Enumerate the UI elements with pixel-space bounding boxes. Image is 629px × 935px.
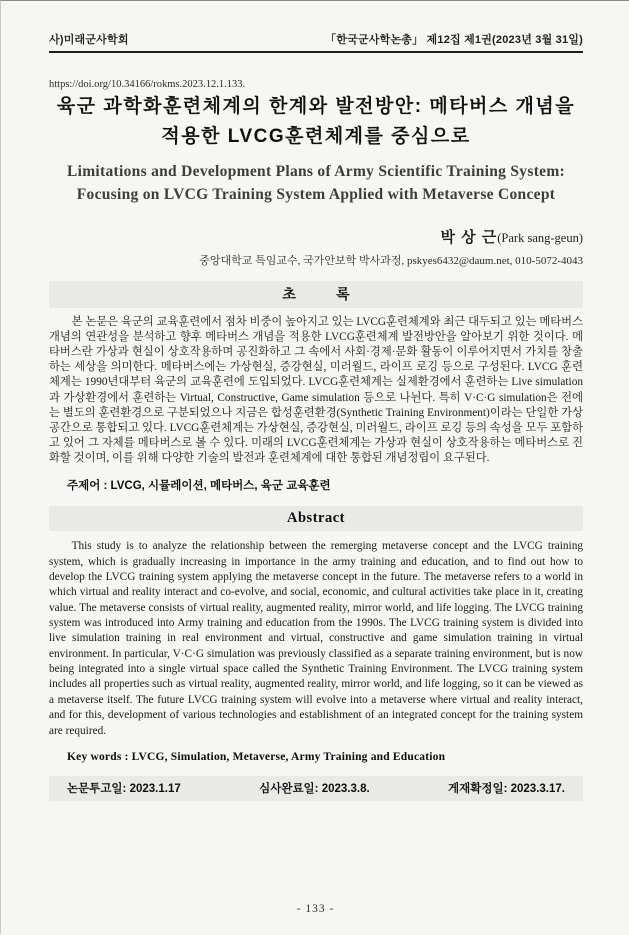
paper-title-korean: 육군 과학화훈련체계의 한계와 발전방안: 메타버스 개념을 적용한 LVCG훈련체계를 중심으로 bbox=[56, 96, 576, 148]
abstract-english-body: This study is to analyze the relationship between the remerging metaverse concept and the LVCG training system, which is gradually increasing in importance in the army training and education, and to find out how to develop the LVCG training system applying the metaverse concept in the future. The metaverse refers to a world in which virtual and reality interact and co-evolve, and social, economic, and cultural activities take place in it, creating value. The metaverse consists of virtual reality, augmented reality, mirror world, and life logging. The LVCG training system was introduced into Army training and education from the 1990s. The LVCG training system is divided into live simulation training in real environment and virtual, constructive and game simulation training in virtual environment. In particular, V·C·G simulation was previously classified as a separate training environment, but is now being integrated into a single virtual space called the Synthetic Training Environment. The LVCG training system includes all properties such as virtual reality, augmented reality, mirror world, and life logging, so it can be viewed as a metaverse itself. The future LVCG training system will evolve into a metaverse where virtual and reality interact, and for this, development of various technologies and establishment of an integrated concept for the training system are required. bbox=[49, 540, 583, 737]
abstract-korean-heading: 초 록 bbox=[282, 285, 350, 302]
date-review-completed: 심사완료일: 2023.3.8. bbox=[259, 782, 370, 795]
journal-issue-info: 「한국군사학논총」 제12집 제1권(2023년 3월 31일) bbox=[325, 34, 583, 46]
abstract-korean-heading-band bbox=[49, 281, 583, 308]
paper-title-english: Limitations and Development Plans of Army Scientific Training System: Focusing on LVCG Training System Applied with Metaverse Concept bbox=[66, 163, 566, 203]
society-name: 사)미래군사학회 bbox=[49, 34, 129, 46]
doi-link: https://doi.org/10.34166/rokms.2023.12.1.133. bbox=[49, 79, 246, 90]
paper-page bbox=[1, 1, 629, 935]
abstract-korean-body: 본 논문은 육군의 교육훈련에서 점차 비중이 높아지고 있는 LVCG훈련체계와 최근 대두되고 있는 메타버스 개념의 연관성을 분석하고 향후 메타버스 개념을 적용한 LVCG훈련체계 발전방안을 알아보기 위한 것이다. 메타버스란 가상과 현실이 상호작용하며 공진화하고 그 속에서 사회·경제·문화 활동이 이루어지면서 가치를 창출하는 세상을 의미한다. 메타버스에는 가상현실, 증강현실, 미러월드, 라이프 로깅 등으로 구성된다. LVCG 훈련체계는 1990년대부터 육군의 교육훈련에 도입되었다. LVCG훈련체계는 실제환경에서 훈련하는 Live simulation과 가상환경에서 훈련하는 Virtual, Constructive, Game simulation 등으로 나뉜다. 특히 V·C·G simulation은 전에는 별도의 훈련환경으로 구분되었으나 지금은 합성훈련환경(Synthetic Training Environment)이라는 단일한 가상공간으로 통합되고 있다. LVCG훈련체계는 가상현실, 증강현실, 미러월드, 라이프 로깅 등의 속성을 모두 포함하고 있어 그 자체를 메타버스로 볼 수 있다. 미래의 LVCG훈련체계는 가상과 현실이 상호작용하는 메타버스로 진화할 것이며, 이를 위해 다양한 기술의 발전과 훈련체계에 대한 통합된 개념정립이 요구된다. bbox=[49, 315, 583, 465]
keywords-korean: 주제어 : LVCG, 시뮬레이션, 메타버스, 육군 교육훈련 bbox=[67, 480, 331, 493]
date-publication-confirmed: 게재확정일: 2023.3.17. bbox=[448, 782, 565, 795]
abstract-english-heading: Abstract bbox=[287, 510, 345, 527]
author-name-romanized: (Park sang-geun) bbox=[497, 230, 583, 245]
abstract-english-heading-band bbox=[49, 506, 583, 531]
author-name-korean: 박 상 근 bbox=[440, 228, 498, 246]
keywords-english: Key words : LVCG, Simulation, Metaverse, Army Training and Education bbox=[67, 750, 446, 763]
journal-header bbox=[49, 31, 583, 47]
header-divider bbox=[49, 51, 583, 53]
author-affiliation: 중앙대학교 특임교수, 국가안보학 박사과정, pskyes6432@daum.net, 010-5072-4043 bbox=[199, 254, 583, 267]
page-number: - 133 - bbox=[296, 903, 335, 915]
date-submitted: 논문투고일: 2023.1.17 bbox=[67, 782, 181, 795]
article-dates-band bbox=[49, 776, 583, 801]
author-line bbox=[49, 226, 583, 247]
